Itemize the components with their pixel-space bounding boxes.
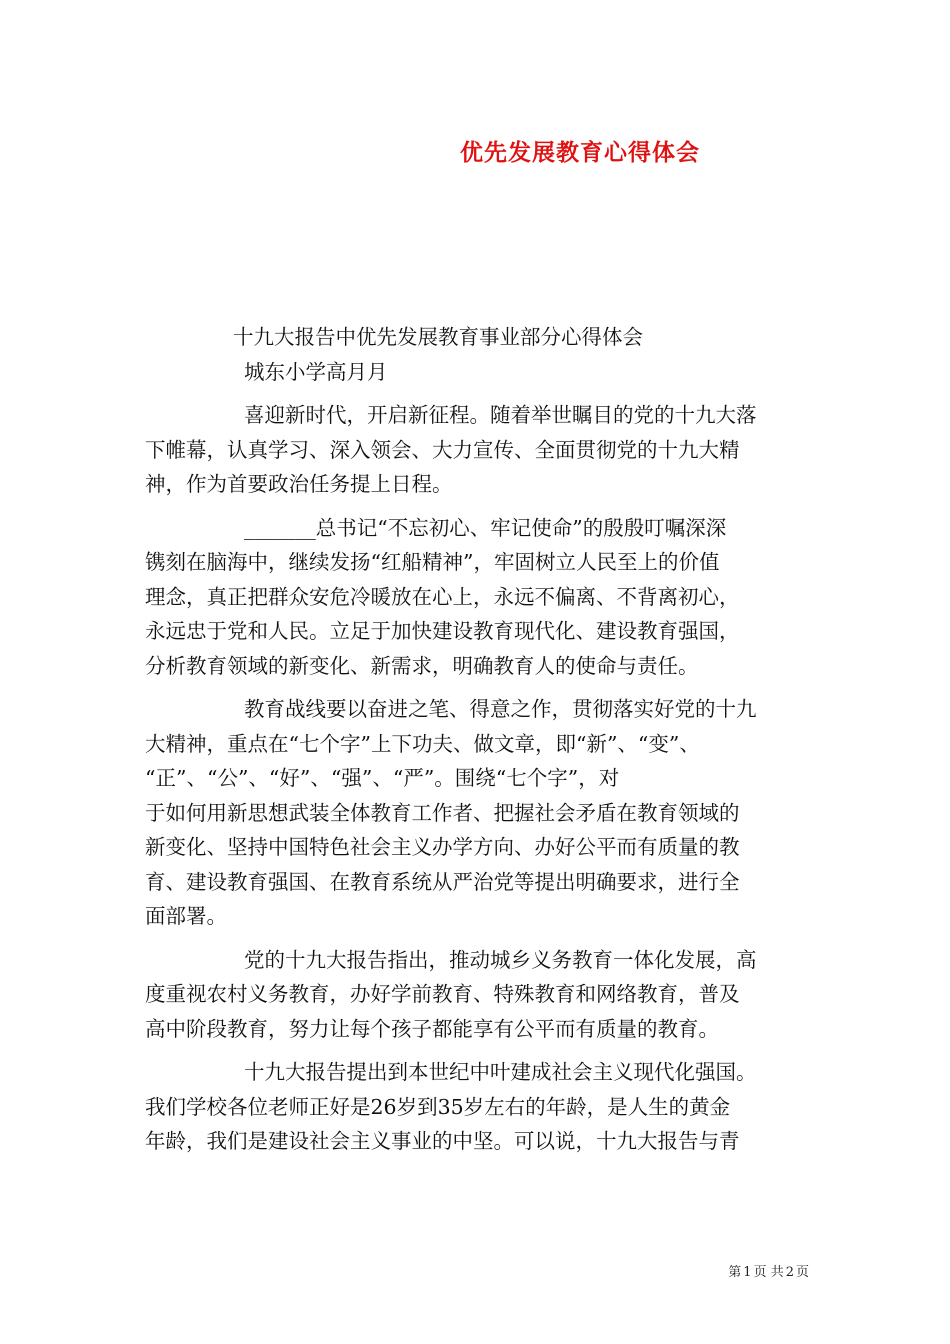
paragraph-1 (145, 398, 810, 502)
paragraph-line: 我们学校各位老师正好是26岁到35岁左右的年龄，是人生的黄金 (145, 1094, 731, 1119)
paragraph-line: 十九大报告提出到本世纪中叶建成社会主义现代化强国。 (244, 1060, 757, 1084)
paragraph-line: 神，作为首要政治任务提上日程。 (145, 472, 453, 496)
paragraph-line: 年龄，我们是建设社会主义事业的中坚。可以说，十九大报告与青 (145, 1129, 740, 1153)
footer-current-page: 1 (743, 1265, 752, 1280)
document-title: 优先发展教育心得体会 (460, 139, 700, 166)
page-footer (727, 1261, 810, 1280)
document-body (145, 320, 810, 1159)
paragraph-line: _______总书记“不忘初心、牢记使命”的殷殷叮嘱深深 (244, 515, 727, 540)
footer-total-pages: 2 (785, 1265, 794, 1280)
footer-middle: 页 共 (753, 1265, 784, 1280)
document-subtitle: 十九大报告中优先发展教育事业部分心得体会 (233, 325, 643, 349)
paragraph-3 (145, 692, 810, 934)
paragraph-line: 喜迎新时代，开启新征程。随着举世瞩目的党的十九大落 (244, 403, 757, 427)
footer-suffix: 页 (795, 1265, 809, 1280)
paragraph-line: 育、建设教育强国、在教育系统从严治党等提出明确要求，进行全 (145, 869, 740, 894)
paragraph-2 (145, 511, 810, 684)
paragraph-line: 新变化、坚持中国特色社会主义办学方向、办好公平而有质量的教 (145, 835, 740, 859)
paragraph-line: 高中阶段教育，努力让每个孩子都能享有公平而有质量的教育。 (145, 1016, 719, 1041)
paragraph-line: 于如何用新思想武装全体教育工作者、把握社会矛盾在教育领域的 (145, 800, 740, 825)
paragraph-line: 永远忠于党和人民。立足于加快建设教育现代化、建设教育强国， (145, 619, 740, 643)
paragraph-5 (145, 1055, 810, 1159)
paragraph-line: 理念，真正把群众安危冷暖放在心上，永远不偏离、不背离初心， (145, 584, 740, 609)
footer-prefix: 第 (728, 1265, 742, 1280)
paragraph-line: 面部署。 (145, 904, 227, 928)
paragraph-line: 度重视农村义务教育，办好学前教育、特殊教育和网络教育，普及 (145, 982, 740, 1006)
paragraph-4 (145, 943, 810, 1047)
paragraph-line: 分析教育领域的新变化、新需求，明确教育人的使命与责任。 (145, 653, 699, 678)
paragraph-line: 教育战线要以奋进之笔、得意之作，贯彻落实好党的十九 (244, 697, 757, 721)
paragraph-line: 大精神，重点在“七个字”上下功夫、做文章，即“新”、“变”、 (145, 731, 700, 756)
document-author: 城东小学高月月 (244, 359, 388, 384)
paragraph-line: “正”、“公”、“好”、“强”、“严”。围绕“七个字”，对 (145, 766, 620, 790)
paragraph-line: 镌刻在脑海中，继续发扬“红船精神”，牢固树立人民至上的价值 (145, 550, 720, 574)
paragraph-line: 下帷幕，认真学习、深入领会、大力宣传、全面贯彻党的十九大精 (145, 437, 740, 462)
paragraph-line: 党的十九大报告指出，推动城乡义务教育一体化发展，高 (244, 947, 757, 972)
